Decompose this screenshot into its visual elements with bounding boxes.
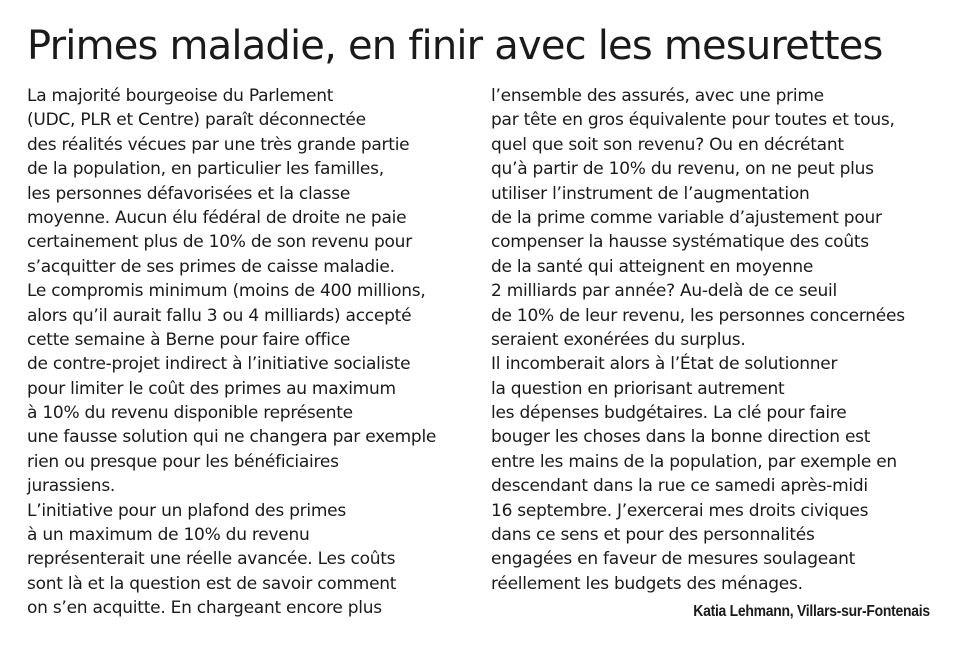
text-line: pour limiter le coût des primes au maximum: [27, 378, 396, 399]
text-line: utiliser l’instrument de l’augmentation: [491, 183, 810, 204]
text-line: réellement les budgets des ménages.: [491, 573, 803, 594]
text-line: certainement plus de 10% de son revenu pour: [27, 232, 412, 253]
text-line: 2 milliards par année? Au-delà de ce seuil: [491, 281, 837, 302]
text-line: de contre-projet indirect à l’initiative socialiste: [27, 354, 411, 375]
text-line: Le compromis minimum (moins de 400 millions,: [27, 281, 426, 302]
text-line: entre les mains de la population, par exemple en: [491, 451, 897, 472]
text-line: (UDC, PLR et Centre) paraît déconnectée: [27, 110, 366, 131]
text-line: 16 septembre. J’exercerai mes droits civiques: [491, 500, 869, 521]
article-column-right: [491, 84, 936, 596]
text-line: s’acquitter de ses primes de caisse maladie.: [27, 256, 395, 277]
text-line: alors qu’il aurait fallu 3 ou 4 milliards) accepté: [27, 305, 412, 326]
text-line: par tête en gros équivalente pour toutes et tous,: [491, 110, 895, 131]
text-line: à 10% du revenu disponible représente: [27, 403, 353, 424]
text-line: Il incomberait alors à l’État de solutionner: [491, 354, 838, 375]
text-line: cette semaine à Berne pour faire office: [27, 329, 351, 350]
text-line: compenser la hausse systématique des coûts: [491, 232, 869, 253]
text-line: de la population, en particulier les familles,: [27, 159, 384, 180]
text-line: représenterait une réelle avancée. Les coûts: [27, 549, 396, 570]
text-line: seraient exonérées du surplus.: [491, 329, 746, 350]
author-signature: Katia Lehmann, Villars-sur-Fontenais: [693, 603, 930, 620]
text-line: qu’à partir de 10% du revenu, on ne peut plus: [491, 159, 874, 180]
text-line: rien ou presque pour les bénéficiaires: [27, 451, 339, 472]
text-line: à un maximum de 10% du revenu: [27, 525, 310, 546]
text-line: La majorité bourgeoise du Parlement: [27, 86, 334, 106]
text-line: bouger les choses dans la bonne direction est: [491, 427, 871, 448]
text-line: les dépenses budgétaires. La clé pour faire: [491, 403, 847, 424]
text-line: moyenne. Aucun élu fédéral de droite ne paie: [27, 207, 407, 228]
text-line: descendant dans la rue ce samedi après-midi: [491, 476, 868, 497]
text-line: de 10% de leur revenu, les personnes concernées: [491, 305, 905, 326]
text-line: L’initiative pour un plafond des primes: [27, 500, 346, 521]
article-headline: Primes maladie, en finir avec les mesurettes: [27, 23, 883, 69]
text-line: la question en priorisant autrement: [491, 378, 785, 399]
text-line: les personnes défavorisées et la classe: [27, 183, 351, 204]
text-line: on s’en acquitte. En chargeant encore plus: [27, 598, 382, 619]
text-line: des réalités vécues par une très grande partie: [27, 134, 410, 155]
text-line: de la prime comme variable d’ajustement pour: [491, 207, 882, 228]
article-column-left: [27, 84, 477, 621]
text-line: quel que soit son revenu? Ou en décrétant: [491, 134, 844, 155]
text-line: sont là et la question est de savoir comment: [27, 573, 397, 594]
text-line: une fausse solution qui ne changera par exemple: [27, 427, 437, 448]
text-line: de la santé qui atteignent en moyenne: [491, 256, 814, 277]
text-line: engagées en faveur de mesures soulageant: [491, 549, 856, 570]
text-line: l’ensemble des assurés, avec une prime: [491, 86, 824, 106]
text-line: jurassiens.: [27, 476, 116, 497]
text-line: dans ce sens et pour des personnalités: [491, 525, 815, 546]
